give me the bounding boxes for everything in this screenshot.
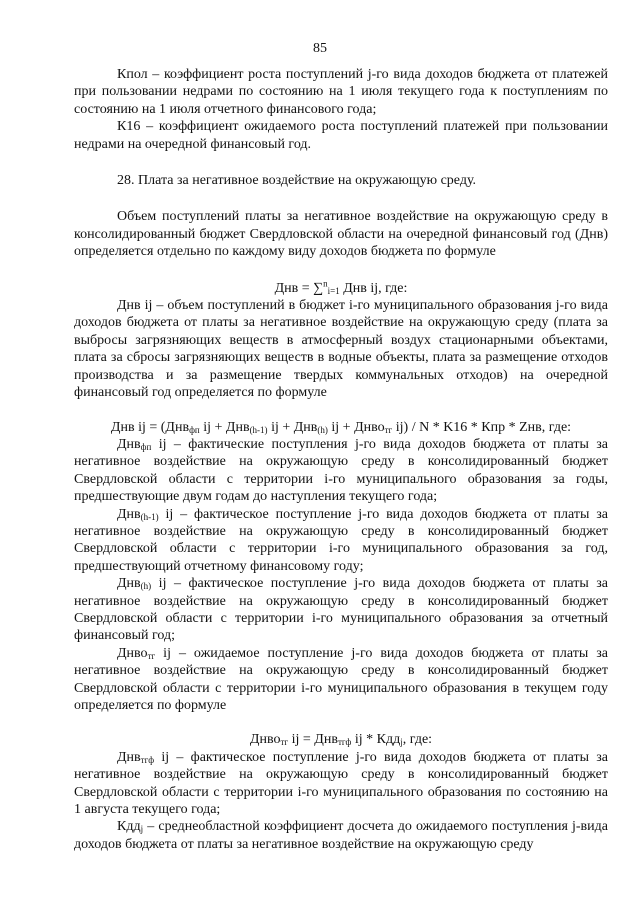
definition: ij – ожидаемое поступление j-го вида доходов бюджета от платы за негативное воздействие на окружающую среду в консолидированный бюджет Свердловской области с территории i-го муниципального образования в текущем году определяется по формуле — [74, 645, 608, 713]
term: Днво — [117, 645, 148, 661]
paragraph-dnv-fp — [74, 436, 608, 506]
term-sub: j — [140, 824, 144, 835]
document-body — [74, 66, 608, 853]
formula-sub: i=1 — [327, 285, 340, 296]
term: Днв — [117, 749, 141, 765]
formula-sub: (h) — [317, 424, 328, 435]
formula-part: ij = Днв — [288, 732, 338, 748]
formula-dnv-sum — [74, 280, 608, 297]
section-heading: 28. Плата за негативное воздействие на окружающую среду. — [117, 173, 477, 189]
term-sub: тгф — [140, 754, 155, 765]
formula-part: ij + Днв — [199, 419, 250, 435]
formula-part: ij * Кдд — [351, 732, 401, 748]
term-sub: тг — [147, 650, 156, 661]
formula-sup: n — [323, 278, 328, 288]
paragraph-kdd — [74, 818, 608, 853]
definition: ij – фактическое поступление j-го вида доходов бюджета от платы за негативное воздействие на окружающую среду в консолидированный бюджет Свердловской области с территории i-го муниципального образования за отчетный финансовый год; — [74, 576, 608, 644]
term: Днв — [117, 436, 141, 452]
paragraph-dnv-tgf — [74, 749, 608, 819]
paragraph-intro: Объем поступлений платы за негативное воздействие на окружающую среду в консолидированный бюджет Свердловской области на очередной финансовый год (Днв) определяется отдельно по каждому виду доходов бюджета по формуле — [74, 209, 608, 260]
definition: ij – фактическое поступление j-го вида доходов бюджета от платы за негативное воздействие на окружающую среду в консолидированный бюджет Свердловской области с территории i-го муниципального образования по состоянию на 1 августа текущего года; — [74, 749, 608, 818]
term: Днв — [117, 576, 141, 592]
page-number: 85 — [313, 41, 327, 56]
formula-sub: тг — [384, 424, 393, 435]
paragraph-dnv-h-1 — [74, 506, 608, 576]
formula-part: , где: — [402, 732, 433, 748]
term-sub: (h) — [140, 581, 152, 592]
formula-sub: (h-1) — [249, 424, 268, 435]
formula-part: ij + Днво — [327, 419, 385, 435]
term: Днв — [117, 506, 141, 522]
term-sub: фп — [140, 441, 152, 452]
definition: ij – фактические поступления j-го вида доходов бюджета от платы за негативное воздействие на окружающую среду в консолидированный бюджет Свердловской области с территории i-го муниципального образования за годы, предшествующие двум годам до наступления текущего года; — [74, 436, 608, 505]
paragraph-k16: К16 – коэффициент ожидаемого роста поступлений платежей при пользовании недрами на очередной финансовый год. — [74, 119, 608, 152]
term: Кдд — [117, 819, 141, 835]
formula-sub: тгф — [337, 737, 352, 748]
formula-part: ij + Днв — [267, 419, 318, 435]
formula-part: Днв ij, где: — [339, 280, 408, 296]
formula-sub: тг — [280, 737, 289, 748]
paragraph-dnv-h — [74, 575, 608, 645]
paragraph-dnv-ij: Днв ij – объем поступлений в бюджет i-го муниципального образования j-го вида доходов бюджета от платы за негативное воздействие на окружающую среду (плата за выбросы загрязняющих веществ в атмосферный воздух стационарными объектами, плата за сбросы загрязняющих веществ в водные объекты, плата за размещение отходов производства и за размещение твердых коммунальных отходов) на очередной финансовый год определяется по формуле — [74, 298, 608, 401]
formula-part: ij) / N * K16 * Кпр * Zнв, где: — [392, 419, 572, 435]
definition: ij – фактическое поступление j-го вида доходов бюджета от платы за негативное воздействие на окружающую среду в консолидированный бюджет Свердловской области с территории i-го муниципального образования за год, предшествующий отчетному финансовому году; — [74, 506, 608, 574]
formula-sub: j — [400, 737, 403, 748]
paragraph-dnvo-tg — [74, 645, 608, 715]
definition: – среднеобластной коэффициент досчета до ожидаемого поступления j-вида доходов бюджета от платы за негативное воздействие на окружающую среду — [74, 819, 608, 852]
formula-sub: фп — [189, 424, 200, 435]
term-sub: (h-1) — [140, 511, 159, 522]
formula-dnv-ij — [74, 419, 608, 436]
formula-dnvo-tg — [74, 731, 608, 748]
paragraph-kpol: Кпол – коэффициент роста поступлений j-го вида доходов бюджета от платежей при пользовании недрами по состоянию на 1 июля текущего года к поступлениям по состоянию на 1 июля отчетного финансового года; — [74, 67, 608, 117]
formula-part: Днв = ∑ — [274, 280, 324, 296]
formula-part: Днв ij = (Днв — [110, 419, 190, 435]
formula-part: Днво — [249, 732, 281, 748]
